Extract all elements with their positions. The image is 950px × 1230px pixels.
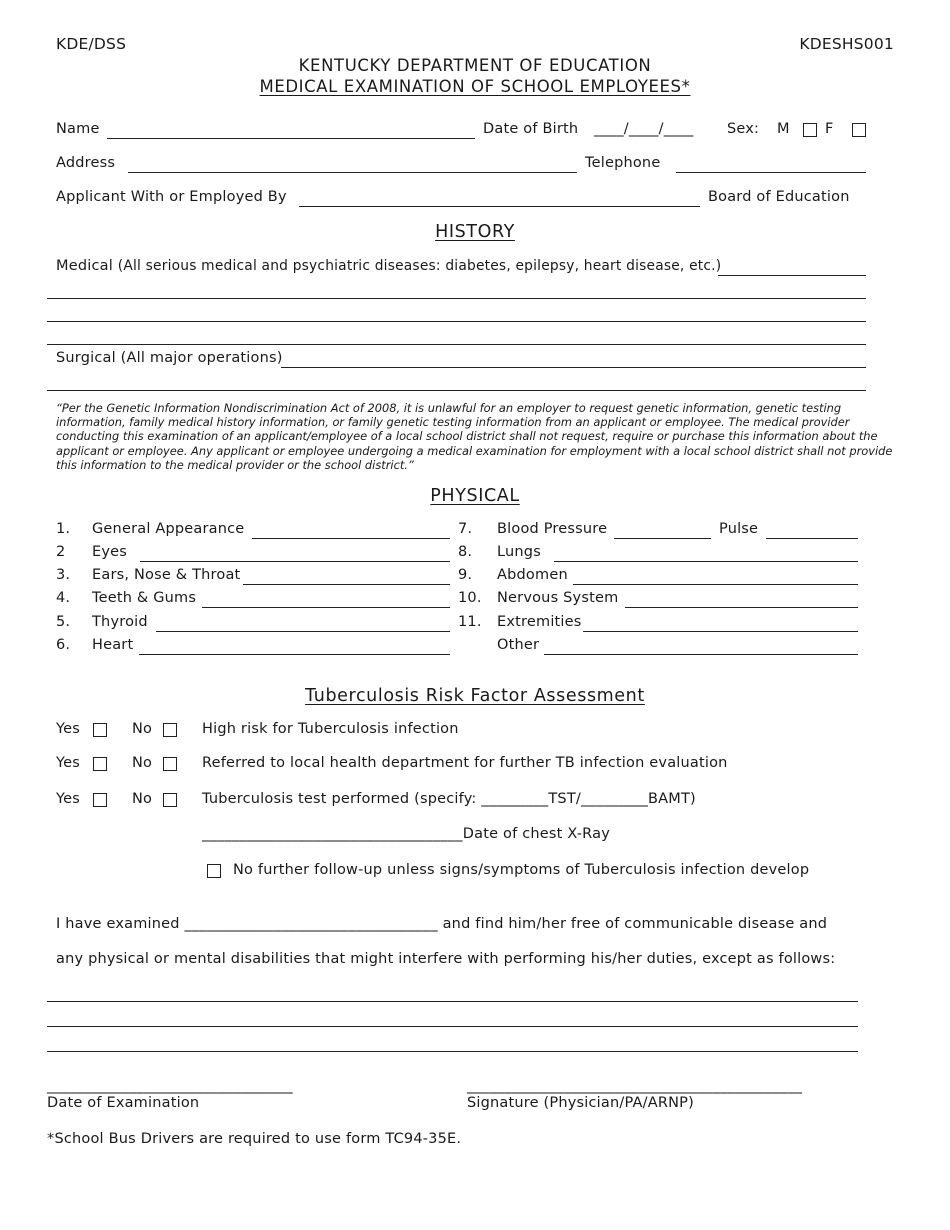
exam-item-number: 1. [56,521,71,537]
exceptions-line[interactable] [47,1026,858,1027]
extremities-field[interactable] [583,631,858,632]
surgical-label-note: (All major operations) [120,350,283,366]
eyes-field[interactable] [140,561,450,562]
heart-field[interactable] [139,654,450,655]
telephone-field[interactable] [676,172,866,173]
medical-history-line[interactable] [47,321,866,322]
exam-item-label: Heart [92,637,134,653]
telephone-label: Telephone [585,155,661,171]
sex-label: Sex: [727,121,760,137]
exam-item-label: Nervous System [497,590,619,606]
disabilities-statement: any physical or mental disabilities that might interfere with performing his/her duties, except as follows: [56,951,836,967]
tb-high-risk-no-checkbox[interactable] [163,723,177,737]
medical-history-line[interactable] [47,298,866,299]
form-number: KDESHS001 [799,35,894,53]
form-agency-code: KDE/DSS [56,35,127,53]
sex-m-checkbox[interactable] [803,123,817,137]
no-followup-text: No further follow-up unless signs/symptoms of Tuberculosis infection develop [233,862,810,878]
pulse-field[interactable] [766,538,858,539]
medical-history-field[interactable] [718,275,866,276]
exam-item-number: 8. [458,544,473,560]
exam-item-label: Blood Pressure [497,521,608,537]
surgical-history-label [56,350,283,366]
nervous-system-field[interactable] [625,607,858,608]
employer-label: Applicant With or Employed By [56,189,287,205]
exam-item-number: 11. [458,614,482,630]
tb-referred-no-checkbox[interactable] [163,757,177,771]
no-label: No [132,791,153,807]
exam-item-label: Thyroid [92,614,148,630]
no-followup-checkbox[interactable] [207,864,221,878]
exam-item-label: Eyes [92,544,128,560]
form-subtitle: MEDICAL EXAMINATION OF SCHOOL EMPLOYEES* [259,77,691,96]
sex-m-label: M [777,121,790,137]
exam-date-field[interactable]: _________________________________ [47,1078,293,1094]
address-label: Address [56,155,116,171]
surgical-label-text: Surgical [56,350,116,366]
sex-f-label: F [825,121,834,137]
exceptions-line[interactable] [47,1001,858,1002]
exam-item-number: 2 [56,544,66,560]
signature-label: Signature (Physician/PA/ARNP) [467,1095,694,1111]
exam-item-label: Abdomen [497,567,568,583]
exam-item-label: General Appearance [92,521,245,537]
exam-item-label: Other [497,637,540,653]
board-label: Board of Education [708,189,850,205]
yes-label: Yes [56,721,81,737]
lungs-field[interactable] [554,561,858,562]
surgical-history-field[interactable] [281,367,866,368]
form-title: KENTUCKY DEPARTMENT OF EDUCATION [298,56,652,75]
exam-item-number: 10. [458,590,482,606]
teeth-gums-field[interactable] [202,607,450,608]
footnote: *School Bus Drivers are required to use form TC94-35E. [47,1131,462,1147]
exam-item-label: Teeth & Gums [92,590,197,606]
other-field[interactable] [544,654,858,655]
exam-date-label: Date of Examination [47,1095,200,1111]
medical-history-line[interactable] [47,344,866,345]
gina-notice: “Per the Genetic Information Nondiscrimination Act of 2008, it is unlawful for an employer to request genetic information, genetic testing information, family medical history information, or family genetic testing information from an applicant or employee. The medical provider conducting this examination of an applicant/employee of a local school district shall not request, require or purchase this information about the applicant or employee. Any applicant or employee undergoing a medical examination for employment with a local school district shall not provide this information to the medical provider or the school district.” [56,401,893,472]
exam-item-number: 5. [56,614,71,630]
tb-test-yes-checkbox[interactable] [93,793,107,807]
history-heading: HISTORY [435,222,515,242]
tb-referred-yes-checkbox[interactable] [93,757,107,771]
employer-field[interactable] [299,206,700,207]
sex-f-checkbox[interactable] [852,123,866,137]
no-label: No [132,755,153,771]
medical-history-label [56,258,721,274]
examined-statement[interactable]: I have examined __________________________________ and find him/her free of communicable disease and [56,916,828,932]
abdomen-field[interactable] [573,584,858,585]
exam-item-number: 4. [56,590,71,606]
chest-xray-date-field[interactable]: ___________________________________Date of chest X-Ray [202,826,610,842]
pulse-label: Pulse [719,521,759,537]
exam-item-label: Lungs [497,544,541,560]
tb-referred-text: Referred to local health department for further TB infection evaluation [202,755,728,771]
name-field[interactable] [107,138,475,139]
yes-label: Yes [56,791,81,807]
medical-label-note: (All serious medical and psychiatric diseases: diabetes, epilepsy, heart disease, etc.) [117,258,722,274]
dob-field[interactable]: ____/____/____ [594,121,694,137]
ears-nose-throat-field[interactable] [243,584,450,585]
exam-item-number: 7. [458,521,473,537]
tb-high-risk-yes-checkbox[interactable] [93,723,107,737]
exam-item-number: 9. [458,567,473,583]
dob-label: Date of Birth [483,121,579,137]
tb-high-risk-text: High risk for Tuberculosis infection [202,721,459,737]
exceptions-line[interactable] [47,1051,858,1052]
exam-item-label: Extremities [497,614,582,630]
address-field[interactable] [128,172,577,173]
exam-item-number: 6. [56,637,71,653]
no-label: No [132,721,153,737]
exam-item-label: Ears, Nose & Throat [92,567,241,583]
surgical-history-line[interactable] [47,390,866,391]
tb-test-no-checkbox[interactable] [163,793,177,807]
yes-label: Yes [56,755,81,771]
name-label: Name [56,121,100,137]
physical-heading: PHYSICAL [430,486,520,506]
tb-heading: Tuberculosis Risk Factor Assessment [305,686,645,706]
thyroid-field[interactable] [156,631,450,632]
signature-field[interactable]: _____________________________________________ [467,1078,803,1094]
blood-pressure-field[interactable] [614,538,711,539]
general-appearance-field[interactable] [252,538,450,539]
exam-item-number: 3. [56,567,71,583]
tb-test-text[interactable]: Tuberculosis test performed (specify: _________TST/_________BAMT) [202,791,696,807]
medical-label-text: Medical [56,258,113,274]
